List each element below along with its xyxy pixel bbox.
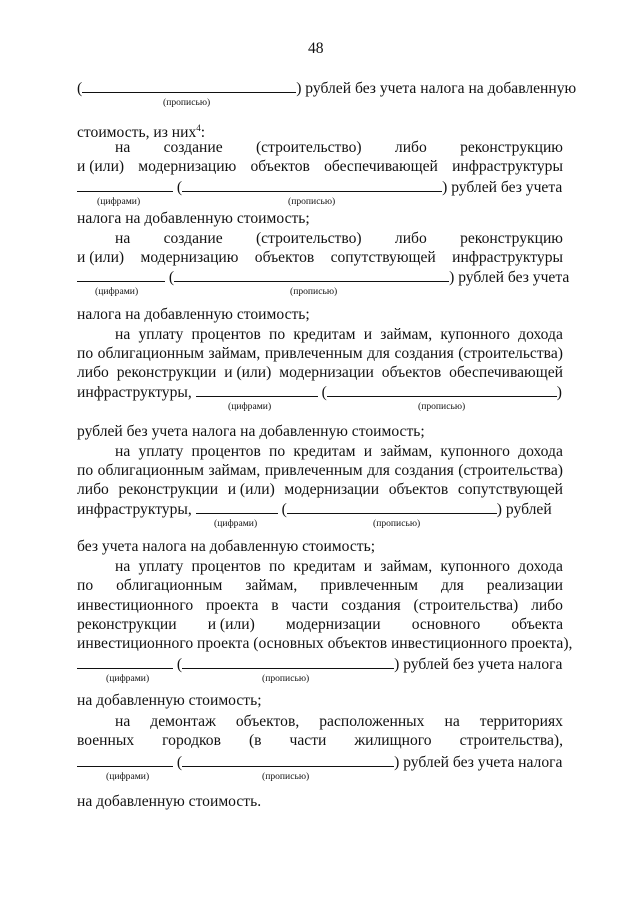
- word: части: [289, 732, 327, 749]
- item1-tail: ) рублей без учета: [442, 179, 563, 196]
- word: модернизацию: [140, 249, 239, 266]
- item3-line-3: [77, 364, 563, 382]
- word: по: [77, 577, 94, 594]
- word: для: [367, 345, 390, 362]
- item6-line-2: [77, 732, 563, 750]
- item1-line-2: [77, 158, 563, 176]
- caption-words: (прописью): [163, 97, 211, 108]
- word: купонного: [440, 326, 510, 343]
- item6-line-1: [115, 713, 563, 731]
- word: (строительство): [255, 230, 362, 247]
- item4-infra: инфраструктуры,: [77, 501, 192, 518]
- open-paren: (: [77, 80, 83, 97]
- word: и: [363, 558, 373, 575]
- item4-tail: ) рублей: [496, 501, 552, 518]
- word: объектов: [381, 364, 442, 381]
- amount-digits-blank: [77, 753, 173, 767]
- amount-digits-blank: [77, 655, 173, 669]
- word: реконструкцию: [460, 139, 563, 156]
- amount-words-blank: [82, 79, 296, 93]
- word: либо: [531, 597, 563, 614]
- word: уплату: [138, 326, 184, 343]
- word: займам,: [208, 345, 261, 362]
- amount-words-blank: [182, 178, 442, 192]
- amount-words-blank: [327, 383, 557, 397]
- word: кредитам: [293, 326, 356, 343]
- word: для: [440, 577, 464, 594]
- word: части: [291, 597, 329, 614]
- amount-digits-blank: [196, 383, 318, 397]
- word: займам,: [380, 443, 433, 460]
- item4-line-3: [77, 481, 563, 499]
- word: территориях: [479, 713, 563, 730]
- amount-words-blank: [174, 268, 449, 282]
- open-paren: (: [176, 179, 183, 196]
- caption-words: (прописью): [288, 196, 336, 207]
- item5-line-2: [77, 577, 563, 595]
- word: на: [115, 139, 131, 156]
- item6-tail: ) рублей без учета налога: [394, 754, 563, 771]
- item6-line-4: на добавленную стоимость.: [77, 793, 262, 810]
- caption-words: (прописью): [418, 401, 466, 412]
- word: дохода: [518, 326, 563, 343]
- word: модернизации: [284, 481, 380, 498]
- word: по: [269, 443, 286, 460]
- item1-line-3: [77, 178, 562, 197]
- word: (в: [248, 732, 262, 749]
- word: дохода: [518, 558, 563, 575]
- word: строительства),: [459, 732, 563, 749]
- caption-words: (прописью): [290, 286, 338, 297]
- item5-line-1: [115, 558, 563, 576]
- footnote-ref: 4: [196, 123, 201, 133]
- word: (строительства): [458, 462, 563, 479]
- item4-line-5: без учета налога на добавленную стоимость;: [77, 538, 376, 555]
- amount-words-blank: [182, 655, 394, 669]
- item6-line-3: [77, 753, 562, 772]
- word: по: [77, 345, 94, 362]
- amount-digits-blank: [77, 178, 173, 192]
- amount-digits-blank: [196, 500, 278, 514]
- word: проекта: [206, 597, 259, 614]
- word: займам,: [380, 326, 433, 343]
- word: облигационным: [97, 345, 204, 362]
- close-paren: ): [556, 384, 562, 401]
- item5-line-5: инвестиционного проекта (основных объектов инвестиционного проекта),: [77, 635, 573, 652]
- word: облигационным: [116, 577, 223, 594]
- caption-digits: (цифрами): [228, 401, 272, 412]
- word: уплату: [138, 558, 184, 575]
- page-number: 48: [308, 40, 324, 57]
- word: кредитам: [293, 558, 356, 575]
- open-paren: (: [281, 501, 287, 518]
- word: и (или): [77, 249, 125, 266]
- item3-infra: инфраструктуры,: [77, 384, 192, 401]
- word: на: [115, 326, 131, 343]
- word: модернизации: [285, 616, 381, 633]
- word: демонтаж: [150, 713, 216, 730]
- item5-line-7: на добавленную стоимость;: [77, 692, 262, 709]
- word: создания: [341, 597, 401, 614]
- word: и: [363, 443, 373, 460]
- word: объектов: [388, 481, 449, 498]
- word: реконструкцию: [460, 230, 563, 247]
- word: создания: [394, 462, 454, 479]
- word: городков: [162, 732, 221, 749]
- word: процентов: [191, 326, 261, 343]
- word: реконструкции: [118, 481, 219, 498]
- word: жилищного: [354, 732, 432, 749]
- word: (строительства): [413, 597, 519, 614]
- word: создания: [394, 345, 454, 362]
- word: на: [115, 558, 131, 575]
- word: процентов: [191, 443, 261, 460]
- word: купонного: [440, 558, 510, 575]
- word: в: [271, 597, 279, 614]
- item2-line-3: [77, 268, 569, 287]
- intro-text: ) рублей без учета налога на добавленную: [296, 80, 577, 97]
- amount-digits-blank: [77, 268, 165, 282]
- item5-line-3: [77, 597, 563, 615]
- caption-digits: (цифрами): [214, 518, 258, 529]
- word: модернизации: [279, 364, 374, 381]
- item5-line-4: [77, 616, 563, 634]
- word: на: [115, 230, 131, 247]
- item1-line-1: [115, 139, 563, 157]
- word: привлеченным: [264, 462, 363, 479]
- item3-line-1: [115, 326, 563, 344]
- word: сопутствующей: [330, 249, 436, 266]
- intro-line-1: [77, 79, 576, 98]
- word: привлеченным: [320, 577, 418, 594]
- caption-digits: (цифрами): [106, 673, 150, 684]
- word: для: [367, 462, 390, 479]
- word: и (или): [77, 158, 125, 175]
- colon: :: [200, 124, 206, 142]
- word: модернизацию: [138, 158, 237, 175]
- word: реконструкции: [77, 616, 177, 633]
- word: и (или): [207, 616, 255, 633]
- item2-line-2: [77, 249, 563, 267]
- open-paren: (: [176, 656, 183, 673]
- word: реализации: [486, 577, 563, 594]
- word: по: [77, 462, 94, 479]
- caption-words: (прописью): [262, 673, 310, 684]
- amount-words-blank: [182, 753, 394, 767]
- item3-line-5: рублей без учета налога на добавленную стоимость;: [77, 423, 425, 440]
- word: инфраструктуры: [452, 158, 563, 175]
- word: объектов: [250, 158, 310, 175]
- word: и (или): [224, 364, 272, 381]
- item4-line-1: [115, 443, 563, 461]
- word: создание: [163, 230, 223, 247]
- word: объекта: [511, 616, 563, 633]
- word: по: [269, 326, 286, 343]
- word: либо: [394, 230, 427, 247]
- word: основного: [411, 616, 481, 633]
- word: объектов: [254, 249, 315, 266]
- word: займам,: [245, 577, 298, 594]
- word: (строительство): [255, 139, 362, 156]
- item5-tail: ) рублей без учета налога: [394, 656, 563, 673]
- item2-tail: ) рублей без учета: [449, 269, 570, 286]
- word: купонного: [440, 443, 510, 460]
- intro-text-2: стоимость, из них: [77, 124, 197, 142]
- item1-line-4: налога на добавленную стоимость;: [77, 210, 310, 227]
- word: на: [444, 713, 460, 730]
- word: на: [115, 443, 131, 460]
- word: дохода: [518, 443, 563, 460]
- word: уплату: [138, 443, 184, 460]
- item3-line-2: [77, 345, 563, 363]
- word: инвестиционного: [77, 597, 194, 614]
- open-paren: (: [176, 754, 183, 771]
- word: либо: [77, 364, 109, 381]
- word: объектов,: [235, 713, 300, 730]
- item5-line-6: [77, 655, 562, 674]
- item4-line-2: [77, 462, 563, 480]
- item2-line-4: налога на добавленную стоимость;: [77, 306, 310, 323]
- word: займам,: [380, 558, 433, 575]
- caption-digits: (цифрами): [106, 771, 150, 782]
- caption-words: (прописью): [262, 771, 310, 782]
- word: инфраструктуры: [452, 249, 563, 266]
- word: либо: [77, 481, 109, 498]
- word: по: [269, 558, 286, 575]
- word: обеспечивающей: [324, 158, 438, 175]
- word: сопутствующей: [457, 481, 563, 498]
- word: на: [115, 713, 131, 730]
- word: и (или): [227, 481, 275, 498]
- item3-line-4: [77, 383, 562, 402]
- word: военных: [77, 732, 135, 749]
- word: расположенных: [319, 713, 425, 730]
- item2-line-1: [115, 230, 563, 248]
- word: создание: [163, 139, 223, 156]
- word: привлеченным: [264, 345, 363, 362]
- word: (строительства): [458, 345, 563, 362]
- open-paren: (: [168, 269, 175, 286]
- word: реконструкции: [116, 364, 217, 381]
- word: займам,: [208, 462, 261, 479]
- word: процентов: [191, 558, 261, 575]
- amount-words-blank: [287, 500, 497, 514]
- item4-line-4: [77, 500, 552, 519]
- word: облигационным: [97, 462, 204, 479]
- caption-words: (прописью): [373, 518, 421, 529]
- open-paren: (: [321, 384, 327, 401]
- caption-digits: (цифрами): [95, 286, 139, 297]
- word: либо: [394, 139, 427, 156]
- caption-digits: (цифрами): [97, 196, 141, 207]
- word: кредитам: [293, 443, 356, 460]
- word: и: [363, 326, 373, 343]
- word: обеспечивающей: [449, 364, 563, 381]
